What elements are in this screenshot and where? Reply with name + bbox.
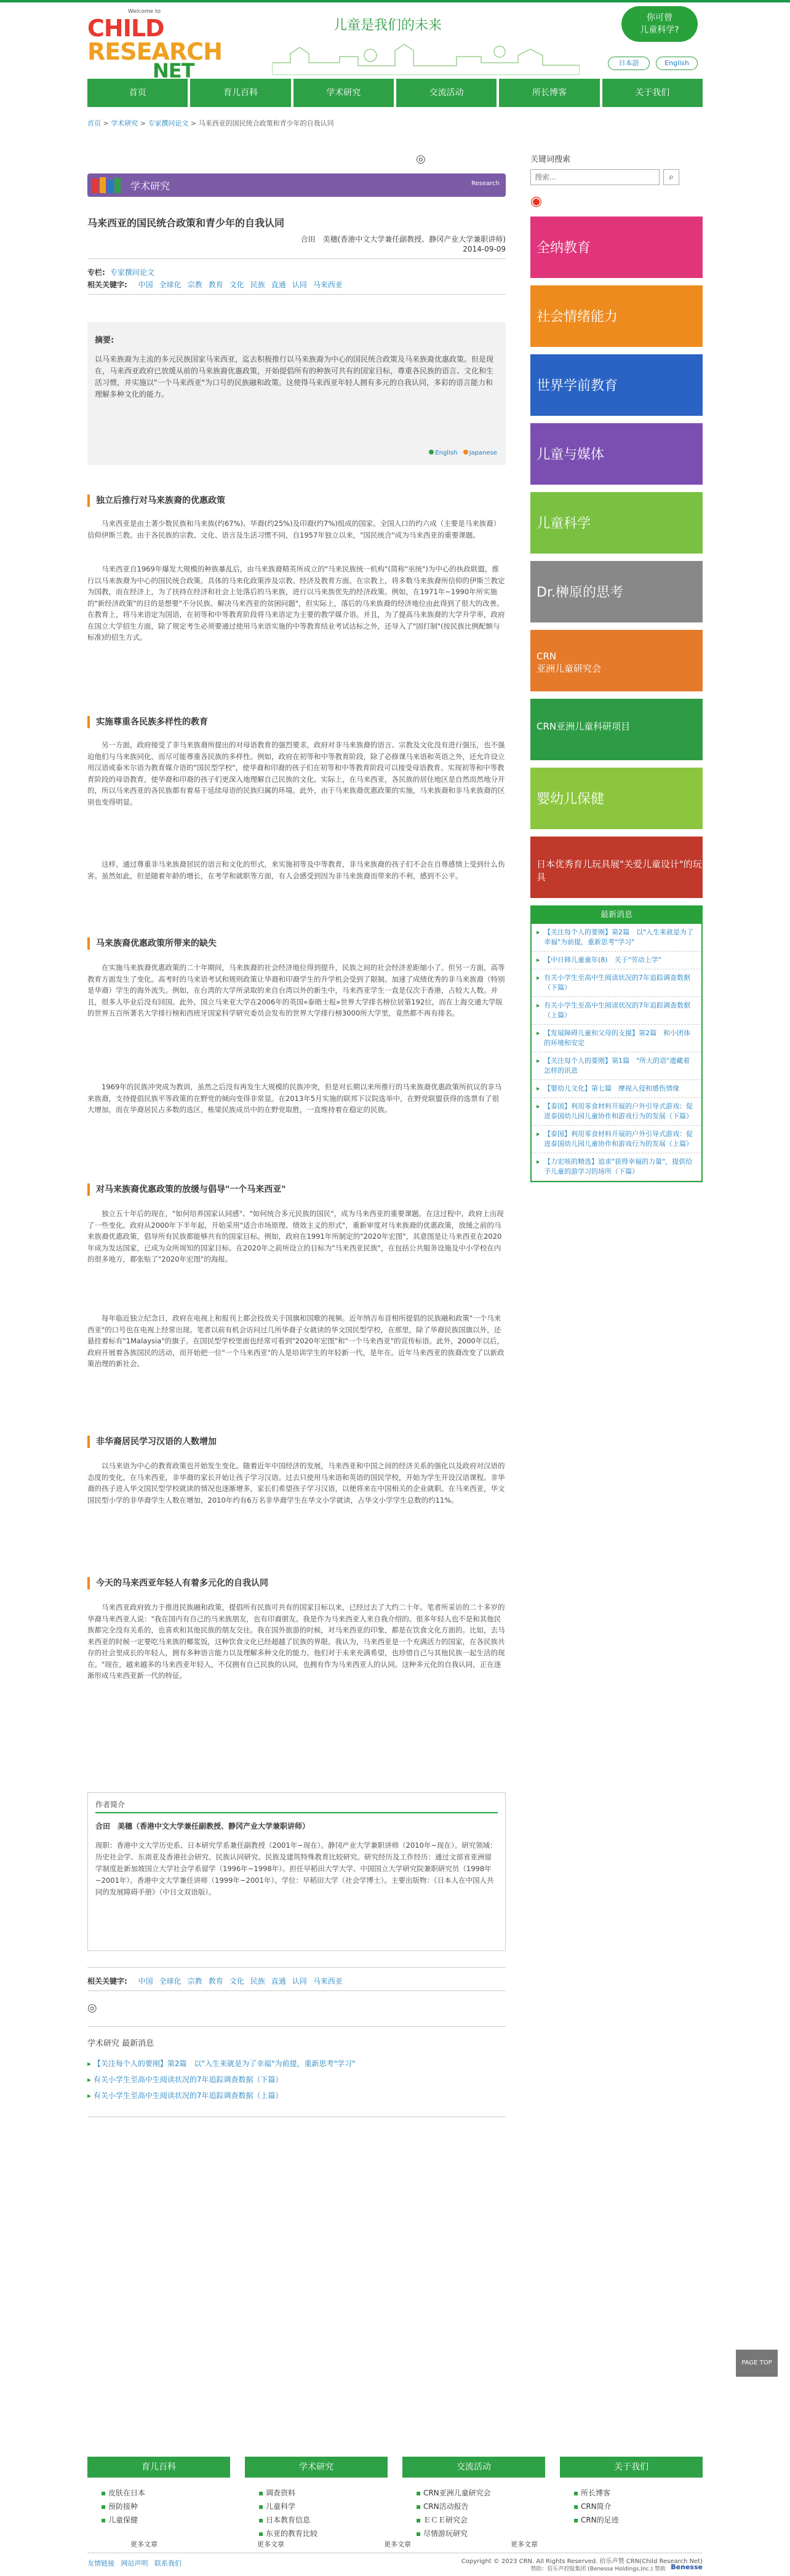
keyword-link[interactable]: 认同 bbox=[292, 1977, 307, 1986]
footer-links bbox=[87, 2558, 182, 2568]
section-heading: 独立后推行对马来族裔的优惠政策 bbox=[87, 495, 506, 507]
footer-column bbox=[402, 2457, 545, 2540]
keyword-link[interactable]: 民族 bbox=[250, 1977, 265, 1986]
author-bio bbox=[87, 1792, 506, 1951]
banner-tile[interactable] bbox=[530, 768, 703, 829]
section-title-en: Research bbox=[471, 180, 500, 187]
article-date: 2014-09-09 bbox=[463, 245, 506, 253]
footer-link[interactable]: ▪ 皮肤在日本 bbox=[87, 2486, 230, 2500]
abstract-title: 摘要: bbox=[95, 336, 114, 345]
keyword-link[interactable]: 马来西亚 bbox=[313, 280, 343, 289]
sponsor: 赞助：倍乐声控股集团 (Benesse Holdings,Inc.) 赞助 bbox=[530, 2566, 666, 2572]
bio-text: 现职：香港中文大学历史系、日本研究学系兼任副教授（2001年~现在）。静冈产业大学兼职讲师（2010年~现在）。研究领域：历史社会学、东南亚及香港社会研究、民族认同研究、民族及建筑特殊教育比较研究。研究经历及工作经历：通过文部省亚洲留学制度赴新加坡国立大学社会学系留学（1996年~1998年）。担任早稻田大学大学、中国国立大学研究院兼职研究员（1998年~2001年）。香港中文大学兼任讲师（1999年~2001年）。学位：早稻田大学（社会学博士）。主要出版物：《日本人在中国人共同的发展障碍手册》（中日文双语版）。 bbox=[95, 1841, 497, 1896]
banner-tile-label: CRN亚洲儿童科研项目 bbox=[537, 721, 631, 732]
keyword-link[interactable]: 教育 bbox=[208, 280, 223, 289]
footer-link[interactable]: ▪ 日本教育信息 bbox=[245, 2513, 388, 2527]
lang-english-button[interactable]: English bbox=[656, 57, 698, 70]
column-link[interactable]: 专家撰问论文 bbox=[110, 268, 154, 277]
search-form bbox=[530, 169, 703, 185]
news-item[interactable]: ▸ 【中日韩儿童童年(8) 关于"劳动上学" bbox=[532, 952, 701, 969]
keywords-label: 相关关键字: bbox=[87, 280, 127, 289]
latest-item[interactable]: ▸ 有关小学生至高中生阅读状况的7年追踪调查数据（上篇） bbox=[87, 2088, 506, 2104]
nav-about[interactable]: 关于我们 bbox=[602, 79, 703, 107]
news-list bbox=[532, 924, 701, 1181]
nav-blog[interactable]: 所长博客 bbox=[499, 79, 599, 107]
keyword-link[interactable]: 全球化 bbox=[159, 280, 182, 289]
news-item[interactable]: ▸ 【泰国】利用零食材料开展的户外引导式游戏：促进泰国幼儿园儿童协作和游戏行为的发展（上篇） bbox=[532, 1126, 701, 1153]
page bbox=[87, 2, 703, 2100]
divider bbox=[87, 1967, 506, 1968]
nav-home[interactable]: 首页 bbox=[87, 79, 188, 107]
keyword-link[interactable]: 宗教 bbox=[187, 1977, 202, 1986]
banner-tile[interactable] bbox=[530, 354, 703, 416]
banner-tile[interactable] bbox=[530, 217, 703, 278]
keyword-search-title: 关键词搜索 bbox=[530, 155, 571, 164]
logo-net: NET bbox=[153, 59, 194, 82]
banner-tile[interactable] bbox=[530, 561, 703, 622]
latest-research bbox=[87, 2026, 506, 2117]
keyword-link[interactable]: 教育 bbox=[208, 1977, 223, 1986]
footer-link[interactable]: ▪ CRN的足迹 bbox=[560, 2513, 703, 2527]
banner-tile-label: 日本优秀育儿玩具展"关爱儿童设计"的玩具 bbox=[537, 859, 702, 883]
keyword-link[interactable]: 文化 bbox=[229, 1977, 244, 1986]
article-title: 马来西亚的国民统合政策和青少年的自我认同 bbox=[87, 217, 285, 229]
paragraph: 独立五十年后的现在，"如何培养国家认同感"、"如何统合多元民族的国民"，成为马来西亚的重要课题。在这过程中，政府上出现了一些变化。政府从2000年下半年起，开始采用"适合市场原理、绩效主义的形式"，重新审度对马来族裔的优惠政策，放缓之前的马来族裔优惠政策，倡导所有民族都能够共有的国家目标。例如，政府在1991年所制定的"2020年宏图"，其意图是让马来西亚在2020年成为发达国家，已成为众所周知的国家目标。在2020年之前所设立的目标为"马来西亚民族"，在包括公共服务设施及中小学校在内的很多地方，都张贴了"2020年宏图"的海报。 bbox=[87, 1209, 504, 1263]
english-link[interactable]: English bbox=[435, 450, 458, 456]
section-heading: 实施尊重各民族多样性的教育 bbox=[87, 716, 506, 728]
keyword-link[interactable]: 直通 bbox=[271, 1977, 286, 1986]
section-header bbox=[87, 173, 506, 197]
keyword-link[interactable]: 中国 bbox=[138, 1977, 153, 1986]
header-banner bbox=[272, 6, 580, 75]
banner-tile-label: Dr.榊原的思考 bbox=[537, 585, 623, 600]
banner-tile-label: 儿童科学 bbox=[537, 516, 591, 531]
paragraph: 在实施马来族裔优惠政策的二十年期间，马来族裔的社会经济地位得到提升，民族之间的社会经济差距缩小了。但另一方面，高等教育方面发生了变化。高考时的马来语考试和规则政策让华裔和印裔学生的升学机会受到了限制。加速了成绩优秀的非马来族裔（特别是华裔）学生的海外流失。例如，在台湾的大学所录取的来自台湾以外的新生中，马来西亚学生一直是仅次于香港，占较大人数。并且，很多人毕业后没有回国。此外，国立马来亚大学在2006年的英国«泰晤士报»世界大学排名榜位居第192位，而在上海交通大学版的世界五百所著名大学排行榜和西班牙国家科学研究委员会发布的世界大学排行榜3000所大学里，竟然都不再有排名。 bbox=[87, 963, 505, 1017]
breadcrumb-research[interactable]: 学术研究 bbox=[111, 119, 138, 127]
footer-link[interactable]: ▪ 预防接种 bbox=[87, 2500, 230, 2513]
benesse-logo: Benesse bbox=[671, 2563, 703, 2571]
banner-tile[interactable] bbox=[530, 699, 703, 760]
keyword-link[interactable]: 中国 bbox=[138, 280, 153, 289]
science-bubble[interactable]: 你可曾 儿童科学? bbox=[621, 6, 698, 42]
sidebar bbox=[530, 144, 703, 1182]
footer-columns bbox=[87, 2457, 703, 2540]
paragraph: 马来西亚自1969年爆发大规模的种族暴乱后，由马来族裔精英所成立的"马来民族统一机构"(简称"巫统")为中心的执政联盟，推行以马来族裔为中心的国民统合政策。具体的马来化政策涉及宗教、经济及教育方面。在宗教上，将多数马来族裔所信仰的伊斯兰教定为国教，而在经济上，为了扶持在经济和社会上处落后的马来族，进行以马来族优先的经济政策。例如，在1971年~1990年所实施的"新经济政策"的目的是想要"不分民族、解决马来西亚的贫困问题"，但实际上，落后的马来族裔的经济地位由此得到了很大的改善。在教育上，将马来语定为国语，在初等和中等教育阶段将马来语定为主要的教学媒介语。并且，为了提高马来族裔的大学升学率，政府在国立大学招生方面，除了规定考生必须要通过使用马来语实施的中等教育结业考试达标之外，还导入了"固打制"(按民族比例配额与标准)的招生方式。 bbox=[87, 565, 505, 642]
section-heading: 非华裔居民学习汉语的人数增加 bbox=[87, 1436, 506, 1448]
keywords-row-bottom bbox=[87, 1976, 343, 1986]
breadcrumb-column[interactable]: 专家撰问论文 bbox=[148, 119, 189, 127]
more-link[interactable]: 更多文章 bbox=[511, 2540, 538, 2548]
footer-column-title[interactable]: 关于我们 bbox=[560, 2457, 703, 2478]
news-item[interactable]: ▸ 【发展障碍儿童和父母的支援】第2篇 和小团体的环境和安定 bbox=[532, 1025, 701, 1052]
news-item[interactable]: ▸ 【力宏咳的精选】追求"获得幸福的力量"，提供给予儿童的游学习的场所（下篇） bbox=[532, 1153, 701, 1181]
banner-tile[interactable] bbox=[530, 630, 703, 691]
footer-link[interactable]: ▪ 儿童保健 bbox=[87, 2513, 230, 2527]
footer-column-title[interactable]: 交流活动 bbox=[402, 2457, 545, 2478]
weibo-icon[interactable]: ◉ bbox=[530, 194, 543, 209]
news-item[interactable]: ▸ 有关小学生至高中生阅读状况的7年追踪调查数据（下篇） bbox=[532, 969, 701, 997]
footer-column bbox=[245, 2457, 388, 2540]
news-item[interactable]: ▸ 【婴幼儿文化】第七篇 摩视入侵和感伤情缘 bbox=[532, 1080, 701, 1098]
article-author: 合田 美穗(香港中文大学兼任副教授、静冈产业大学兼职讲师) bbox=[300, 235, 506, 244]
japanese-dot-icon bbox=[463, 450, 468, 455]
more-link[interactable]: 更多文章 bbox=[130, 2540, 158, 2548]
town-illustration bbox=[272, 38, 580, 75]
logo-welcome: Welcome to bbox=[128, 9, 161, 15]
footer-link[interactable]: ▪ 儿童科学 bbox=[245, 2500, 388, 2513]
keyword-link[interactable]: 马来西亚 bbox=[313, 1977, 343, 1986]
footer-link[interactable]: ▪ ＥＣＥ研究会 bbox=[402, 2513, 545, 2527]
more-link[interactable]: 更多文章 bbox=[257, 2540, 284, 2548]
site-header bbox=[87, 2, 703, 82]
weibo-share-icon[interactable]: ◎ bbox=[87, 2002, 97, 2014]
section-title: 学术研究 bbox=[130, 180, 170, 192]
news-item[interactable]: ▸ 【泰国】利用零食材料开展的户外引导式游戏：促进泰国幼儿园儿童协作和游戏行为的发展（下篇） bbox=[532, 1098, 701, 1126]
paragraph: 每年临近独立纪念日，政府在电视上和报刊上都会投放关于国旗和国歌的视频。近年纳吉布首相所提倡的民族融和政策"一个马来西亚"的口号也在电视上经常出现。笔者以前有机会访问过几所华裔子女就读的华文国民型学校，在那里，除了华裔民族国旗以外，还悬挂着标有"1Malaysia"的旗子。在国民型学校里面也经常可看到"2020年宏图"和"一个马来西亚"的宣传标语。此外，2000年以后，政府开展着各族国民的活动，而开始把一位"一个马来西亚"的人是培训学生的年轻新一代，是年在。近年马来西亚的族裔改变了以新政策治理的新社会。 bbox=[87, 1314, 505, 1368]
keywords-label: 相关关键字: bbox=[87, 1977, 127, 1986]
language-links bbox=[429, 450, 497, 456]
paragraph: 以马来语为中心的教育政策也开始发生变化。随着近年中国经济的发展，马来西亚和中国之间的经济关系的强化以及政府对汉语的态度的变化，在马来西亚，非华裔的家长开始让孩子学习汉语。过去只使用马来语和英语的国民学校，开始为学生开设汉语课程。非华裔的孩子进入华文国民型学校就读的情况也逐渐增多，家长们希望孩子学习汉语，以便将来在中国相关的企业就职。在马来西亚，华文国民型小学的非华裔学生人数在增加，2010年约有6万名非华裔学生在华文小学就读，占华文小学学生总数的约11%。 bbox=[87, 1461, 505, 1505]
latest-item[interactable]: ▸ 有关小学生至高中生阅读状况的7年追踪调查数据（下篇） bbox=[87, 2072, 506, 2088]
more-link[interactable]: 更多文章 bbox=[384, 2540, 411, 2548]
breadcrumb-current: 马来西亚的国民统合政策和青少年的自我认同 bbox=[198, 119, 334, 127]
latest-news bbox=[530, 905, 703, 1182]
banner-tile[interactable] bbox=[530, 285, 703, 347]
footer-link[interactable]: ▪ 所长博客 bbox=[560, 2486, 703, 2500]
latest-item[interactable]: ▸ 【关注每个人的要刚】第2篇 以"入生来就是为了幸福"为前提，重新思考"学习" bbox=[87, 2056, 506, 2072]
nav-research[interactable]: 学术研究 bbox=[293, 79, 394, 107]
banner-tile-label: 全纳教育 bbox=[537, 241, 591, 256]
bio-title: 作者简介 bbox=[95, 1799, 498, 1813]
header-slogan: 儿童是我们的未来 bbox=[333, 18, 442, 33]
lang-japanese-button[interactable]: 日本語 bbox=[608, 57, 650, 70]
page-top-button[interactable]: PAGE TOP bbox=[736, 2350, 778, 2377]
logo-research: RESEARCH bbox=[87, 38, 222, 65]
keyword-link[interactable]: 全球化 bbox=[159, 1977, 182, 1986]
banner-tile-label: 婴幼儿保健 bbox=[537, 792, 605, 807]
abstract-box bbox=[87, 322, 506, 465]
section-heading: 对马来族裔优惠政策的放缓与倡导"一个马来西亚" bbox=[87, 1183, 506, 1196]
nav-parenting[interactable]: 育儿百科 bbox=[190, 79, 290, 107]
keyword-link[interactable]: 宗教 bbox=[187, 280, 202, 289]
banner-tile[interactable] bbox=[530, 837, 703, 898]
column-label: 专栏: bbox=[87, 268, 105, 277]
banner-tile-label: 世界学前教育 bbox=[537, 378, 618, 394]
japanese-link[interactable]: Japanese bbox=[469, 450, 497, 456]
breadcrumb: 首页 > 学术研究 > 专家撰问论文 > 马来西亚的国民统合政策和青少年的自我认同 bbox=[87, 119, 334, 127]
keywords-row bbox=[87, 279, 343, 290]
banner-tile-label: 社会情绪能力 bbox=[537, 309, 618, 325]
divider bbox=[87, 294, 506, 295]
footer-link[interactable]: ▪ CRN亚洲儿童研究会 bbox=[402, 2486, 545, 2500]
footer-link[interactable]: ▪ CRN简介 bbox=[560, 2500, 703, 2513]
footer-link[interactable]: 联系我们 bbox=[154, 2559, 182, 2567]
footer-link[interactable]: ▪ CRN活动报告 bbox=[402, 2500, 545, 2513]
paragraph: 1969年的民族冲突成为教训，虽然之后没有再发生大规模的民族冲突，但是对长期以来所推行的马来族裔优惠政策所抗议的非马来族裔，支持提倡民族平等政策的在野党的倾向变得非常显。在2013年5月实施的联邦下议院选举中，在野党联盟获得的选票有了很大增加，而在华裔居民占多数的选区，栋梁民族成员中的在野党取胜，一直维持着在稳定的民族。 bbox=[87, 1083, 502, 1114]
keyword-link[interactable]: 民族 bbox=[250, 280, 265, 289]
keyword-link[interactable]: 文化 bbox=[229, 280, 244, 289]
footer-column bbox=[560, 2457, 703, 2540]
divider bbox=[87, 1990, 506, 1991]
search-input[interactable] bbox=[530, 169, 660, 185]
search-icon[interactable]: ⌕ bbox=[663, 169, 679, 185]
footer-link[interactable]: 网站声明 bbox=[121, 2559, 148, 2567]
footer-link[interactable]: ▪ 尽情游玩研究 bbox=[402, 2527, 545, 2540]
logo-child: CHILD bbox=[87, 15, 164, 42]
news-title: 最新消息 bbox=[532, 907, 701, 924]
paragraph: 这样，通过尊重非马来族裔居民的语言和文化的形式，来实施初等及中等教育，非马来族裔的孩子们不会在自尊感情上受到什么伤害。虽然如此，但是随着年龄的增长，在考学和就职等方面，有人会感受到因为非马来族裔而带来的不利，感到不公平。 bbox=[87, 860, 505, 880]
keyword-link[interactable]: 直通 bbox=[271, 280, 286, 289]
breadcrumb-home[interactable]: 首页 bbox=[87, 119, 101, 127]
section-heading: 今天的马来西亚年轻人有着多元化的自我认同 bbox=[87, 1577, 506, 1589]
bio-name: 合田 美穗（香港中文大学兼任副教授、静冈产业大学兼职讲师） bbox=[95, 1822, 310, 1831]
keyword-link[interactable]: 认同 bbox=[292, 280, 307, 289]
footer-column-title[interactable]: 学术研究 bbox=[245, 2457, 388, 2478]
news-item[interactable]: ▸ 【关注每个人的要刚】第1篇 "所大的语"遗藏着怎样的讯息 bbox=[532, 1052, 701, 1080]
footer-column-title[interactable]: 育儿百科 bbox=[87, 2457, 230, 2478]
paragraph: 马来西亚政府致力于推进民族融和政策，提倡所有民族可共有的国家目标以来，已经过去了大约二十年。笔者所采访的二十多岁的华裔马来西亚人说："我在国内有自己的马来族朋友，也有印裔朋友。我是作为马来西亚人来自我介绍的。很多年轻人也不是和其他民族都完全没有关系的，也喜欢和其他民族的朋友交往。我在国外旅游的时候，对马来西亚的印象，都是在饮食文化方面的。比如，去马来西亚的时候一定要吃马来族的椰浆饭，这种饮食文化已经超越了民族的界限。我认为，马来西亚是一个充满活力的国家，在各民族共存的社会里成长的年轻人，拥有多种语言能力以及理解多种文化的能力。他们对于未来充满希望，也珍惜自己与其他民族一起生活的现在。"现在，越来越多的马来西亚年轻人，不仅拥有自己民族的认同，也拥有作为马来西亚人的认同。这种多元化的自我认同，正在逐渐形成马来西亚新一代的特征。 bbox=[87, 1603, 505, 1680]
main-nav bbox=[87, 79, 703, 107]
copyright: Copyright © 2023 CRN. All Rights Reserved. 倍乐声赞 CRN(Child Research Net) bbox=[461, 2558, 703, 2565]
column-row bbox=[87, 267, 154, 277]
books-icon bbox=[91, 176, 123, 194]
nav-events[interactable]: 交流活动 bbox=[396, 79, 497, 107]
abstract-text: 以马来族裔为主流的多元民族国家马来西亚，迄去积极推行以马来族裔为中心的国民统合政策及马来族裔优惠政策。但是现在，马来西亚政府已放缓从前的马来族裔优惠政策，开始提倡所有的种族可共有的国家目标，尊重各民族的语言、文化和生活习惯，并实施以"一个马来西亚"为口号的民族融和政策。这使得马来西亚年轻人拥有多元的自我认同，多彩的语言能力和理解多种文化的能力。 bbox=[95, 355, 494, 399]
footer-link[interactable]: ▪ 东亚的教育比较 bbox=[245, 2527, 388, 2540]
news-item[interactable]: ▸ 有关小学生至高中生阅读状况的7年追踪调查数据（上篇） bbox=[532, 997, 701, 1025]
banner-tile[interactable] bbox=[530, 492, 703, 554]
banner-tile[interactable] bbox=[530, 423, 703, 485]
news-item[interactable]: ▸ 【关注每个人的要刚】第2篇 以"入生来就是为了幸福"为前提，重新思考"学习" bbox=[532, 924, 701, 952]
footer-link[interactable]: 友情链接 bbox=[87, 2559, 114, 2567]
footer-column bbox=[87, 2457, 230, 2540]
footer-link[interactable]: ▪ 调查资料 bbox=[245, 2486, 388, 2500]
banner-tiles bbox=[530, 217, 703, 898]
section-heading: 马来族裔优惠政策所带来的缺失 bbox=[87, 937, 506, 950]
divider bbox=[87, 258, 506, 259]
english-dot-icon bbox=[429, 450, 434, 455]
paragraph: 另一方面，政府接受了非马来族裔所提出的对母语教育的强烈要求，政府对非马来族裔的语言、宗教及文化没有进行强压，也不强迫他们与马来族同化，而尽可能尊重各民族的多样性。例如，政府在初等和中等教育阶段，除了必修课马来语和英语之外，还允许设立用汉语或泰米尔语为教育媒介语的"国民型学校"，使华裔和印裔的孩子们在初等和中等教育阶段可以接受母语教育。实现初等和中等教育阶段的母语教育，使华裔和印裔的孩子们更深入地理解自己民族的文化。实际上，在马来西亚，各民族的居住地区是自然而然地分开的，所以马来西亚的各民族都有着易于延续母语的民族归属的环境。此外，由于马来族裔优惠政策的实施，马来族裔和非马来族裔的区别也变得明显。 bbox=[87, 741, 505, 806]
banner-tile-label: CRN 亚洲儿童研究会 bbox=[537, 651, 602, 674]
paragraph: 马来西亚是由土著少数民族和马来族(约67%)、华裔(约25%)及印裔(约7%)组成的国家。全国人口的约六成（主要是马来族裔）信仰伊斯兰教。由于各民族的宗教、文化、语言及生活习惯不同，自1957年独立以来，"国民统合"成为马来西亚的重要课题。 bbox=[87, 519, 501, 539]
site-logo[interactable] bbox=[87, 7, 229, 82]
banner-tile-label: 儿童与媒体 bbox=[537, 447, 605, 463]
weibo-share-icon[interactable]: ◎ bbox=[416, 153, 426, 165]
latest-title: 学术研究 最新消息 bbox=[87, 2039, 154, 2048]
